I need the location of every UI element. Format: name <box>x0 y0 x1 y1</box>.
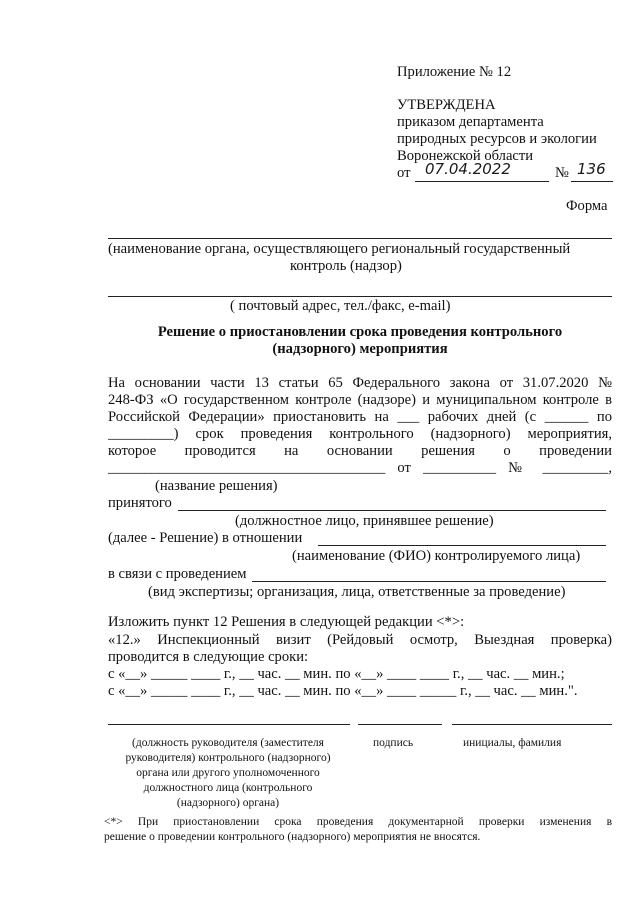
position-caption-4: должностного лица (контрольного <box>143 782 313 794</box>
approval-from-label: от <box>397 165 411 181</box>
footnote-line-1: <*> При приостановлении срока проведения документарной проверки изменения в <box>104 816 612 828</box>
body-line-6: ______________________________________ от __________ № _________, <box>108 460 612 476</box>
sign-line <box>358 724 442 725</box>
approval-number-handwritten: 136 <box>577 160 606 178</box>
regarding-label: (далее - Решение) в отношении <box>108 530 303 546</box>
amend-line-1: «12.» Инспекционный визит (Рейдовый осмотр, Выездная проверка) <box>108 632 612 648</box>
amend-intro: Изложить пункт 12 Решения в следующей редакции <*>: <box>108 614 465 630</box>
approval-line-3: Воронежской области <box>397 148 534 164</box>
org-caption-line-2: контроль (надзор) <box>290 258 402 274</box>
org-name-line <box>108 238 612 239</box>
adopted-line <box>178 510 606 511</box>
official-caption: (должностное лицо, принявшее решение) <box>235 513 494 529</box>
approval-line-2: природных ресурсов и экологии <box>397 131 597 147</box>
position-signature-line <box>108 724 350 725</box>
footnote-line-2: решение о проведении контрольного (надзорного) мероприятия не вносятся. <box>104 831 481 843</box>
adopted-label: принятого <box>108 495 172 511</box>
body-line-1: На основании части 13 статьи 65 Федерального закона от 31.07.2020 № <box>108 375 612 391</box>
position-caption-3: органа или другого уполномоченного <box>136 767 320 779</box>
approval-line-1: приказом департамента <box>397 114 544 130</box>
form-label: Форма <box>566 198 608 214</box>
position-caption-2: руководителя) контрольного (надзорного) <box>125 752 331 764</box>
body-line-2: 248-ФЗ «О государственном контроле (надзоре) и муниципальном контроле в <box>108 392 612 408</box>
position-caption-1: (должность руководителя (заместителя <box>132 737 324 749</box>
decision-caption: (название решения) <box>155 478 278 494</box>
date-underline <box>415 181 549 182</box>
conduct-label: в связи с проведением <box>108 566 247 582</box>
amend-line-3: с «__» _____ ____ г., __ час. __ мин. по «__» ____ ____ г., __ час. __ мин.; <box>108 666 565 682</box>
number-underline <box>571 181 613 182</box>
regarding-line <box>318 545 606 546</box>
controlled-caption: (наименование (ФИО) контролируемого лица) <box>292 548 581 564</box>
name-line <box>452 724 612 725</box>
appendix-label: Приложение № 12 <box>397 64 512 80</box>
amend-line-4: с «__» _____ ____ г., __ час. __ мин. по «__» ____ _____ г., __ час. __ мин.". <box>108 683 578 699</box>
expertise-caption: (вид экспертизы; организация, лица, ответственные за проведение) <box>148 584 566 600</box>
body-line-4: _________) срок проведения контрольного (надзорного) мероприятия, <box>108 426 612 442</box>
amend-line-2: проводится в следующие сроки: <box>108 649 309 665</box>
body-line-3: Российской Федерации» приостановить на ___ рабочих дней (с ______ по <box>108 409 612 425</box>
approval-date-handwritten: 07.04.2022 <box>425 160 511 178</box>
org-caption-line-1: (наименование органа, осуществляющего региональный государственный <box>108 241 571 257</box>
approval-number-label: № <box>555 165 569 181</box>
conduct-line <box>252 581 606 582</box>
org-address-caption: ( почтовый адрес, тел./факс, e-mail) <box>230 298 451 314</box>
org-address-line <box>108 296 612 297</box>
body-line-5: которое проводится на основании решения о проведении <box>108 443 612 459</box>
position-caption-5: (надзорного) органа) <box>176 797 280 809</box>
name-caption: инициалы, фамилия <box>463 737 562 749</box>
title-line-1: Решение о приостановлении срока проведения контрольного <box>157 324 563 340</box>
title-line-2: (надзорного) мероприятия <box>272 341 448 357</box>
sign-caption: подпись <box>373 737 414 749</box>
approved-label: УТВЕРЖДЕНА <box>397 97 496 113</box>
